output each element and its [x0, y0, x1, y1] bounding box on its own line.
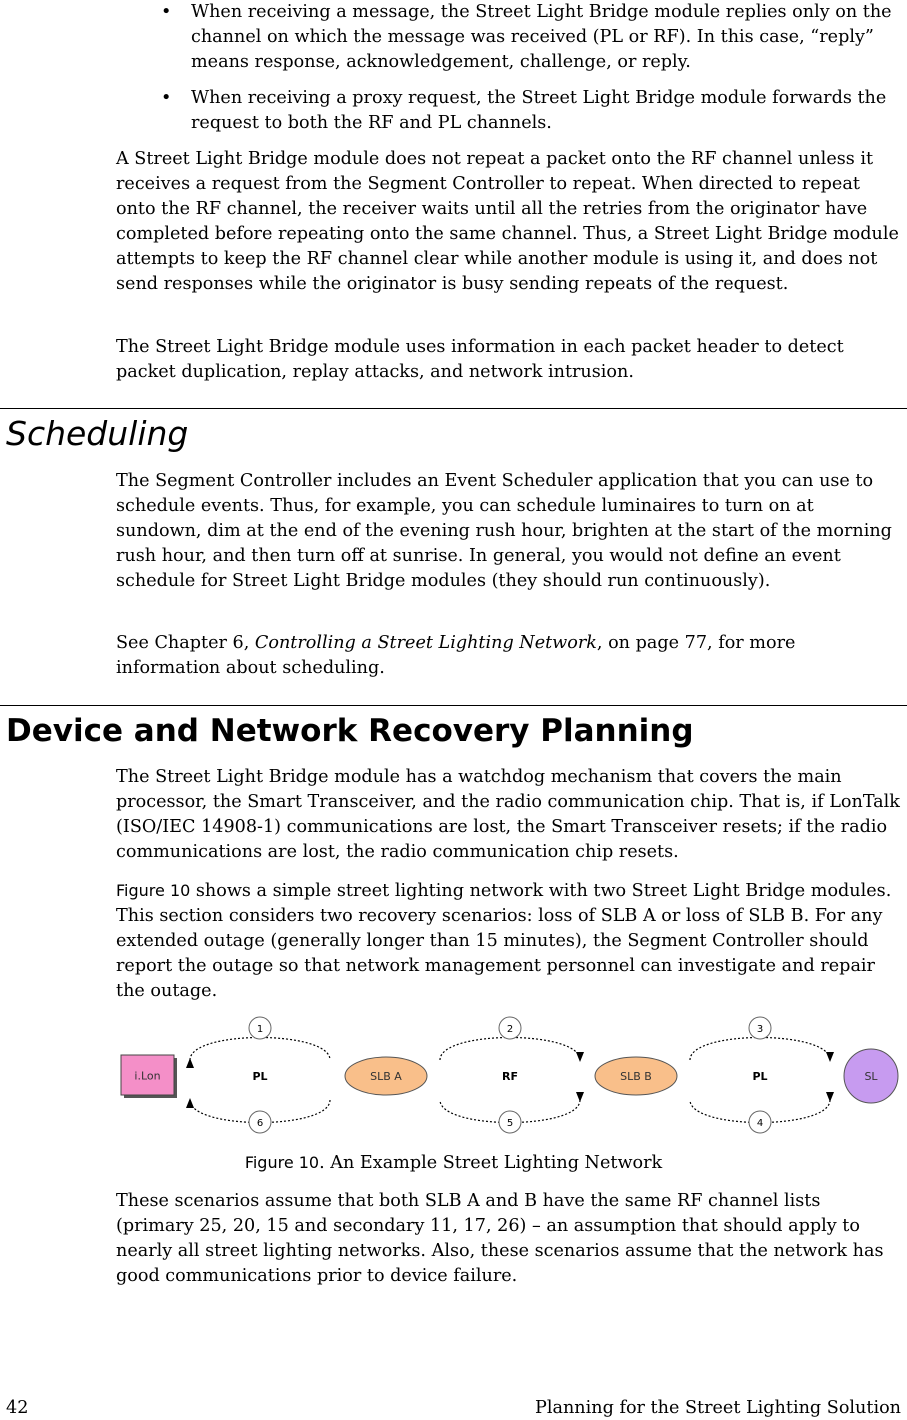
step-label: 3: [756, 1024, 764, 1035]
body-paragraph: The Street Light Bridge module has a watchdog mechanism that covers the main processor, the Smart Transceiver, and the radio communication chip. That is, if LonTalk (ISO/IEC 14908-1) communications are lost, the Smart Transceiver resets; if the radio communications are lost, the radio communication chip resets.: [116, 767, 900, 862]
figure-caption-text: . An Example Street Lighting Network: [319, 1153, 663, 1173]
chapter-title-footer: Planning for the Street Lighting Solution: [535, 1398, 901, 1418]
step-label: 4: [756, 1118, 764, 1129]
network-diagram: [0, 1010, 907, 1150]
body-paragraph: [116, 878, 903, 1004]
slb-b-node: [595, 1057, 677, 1095]
step-label: 5: [506, 1118, 514, 1129]
bullet-text: When receiving a message, the Street Light Bridge module replies only on the channel on which the message was received (PL or RF). In this case, “reply” means response, acknowledgement, challenge, or reply.: [191, 2, 892, 72]
bullet-dot: •: [161, 2, 172, 22]
rf-link: [440, 1038, 580, 1123]
body-paragraph: The Street Light Bridge module uses information in each packet header to detect packet duplication, replay attacks, and network intrusion.: [116, 337, 844, 382]
step-label: 1: [256, 1024, 264, 1035]
figure-caption-label: Figure 10: [244, 1153, 320, 1172]
chapter-link[interactable]: Controlling a Street Lighting Network: [254, 633, 597, 653]
rf-link-label: RF: [502, 1070, 518, 1083]
body-paragraph: These scenarios assume that both SLB A and B have the same RF channel lists (primary 25, 20, 15 and secondary 11, 17, 26) – an assumption that should apply to nearly all street lighting networks. Also, these scenarios assume that the network has good communications prior to device failure.: [116, 1191, 884, 1286]
step-label: 6: [256, 1118, 264, 1129]
section-divider: [0, 705, 907, 706]
body-paragraph: A Street Light Bridge module does not repeat a packet onto the RF channel unless it receives a request from the Segment Controller to repeat. When directed to repeat onto the RF channel, the receiver waits until all the retries from the originator have completed before repeating onto the same channel. Thus, a Street Light Bridge module attempts to keep the RF channel clear while another module is using it, and does not send responses while the originator is busy sending repeats of the request.: [116, 149, 899, 294]
body-paragraph: The Segment Controller includes an Event Scheduler application that you can use to schedule events. Thus, for example, you can schedule luminaires to turn on at sundown, dim at the end of the evening rush hour, brighten at the start of the morning rush hour, and then turn off at sunrise. In general, you would not define an event schedule for Street Light Bridge modules (they should run continuously).: [116, 471, 892, 591]
bullet-text: When receiving a proxy request, the Street Light Bridge module forwards the request to both the RF and PL channels.: [191, 88, 887, 133]
section-heading-scheduling: Scheduling: [6, 414, 189, 453]
sl-label: SL: [864, 1070, 878, 1083]
step-marker: [249, 1017, 271, 1039]
figure-caption: [0, 1151, 907, 1175]
ilon-label: i.Lon: [134, 1069, 161, 1083]
page-number: 42: [6, 1398, 29, 1418]
step-marker: [749, 1017, 771, 1039]
step-marker: [749, 1111, 771, 1133]
step-marker: [499, 1017, 521, 1039]
pl-link-right: [690, 1038, 830, 1123]
section-heading-recovery: Device and Network Recovery Planning: [6, 713, 694, 749]
slb-a-node: [345, 1057, 427, 1095]
slb-b-label: SLB B: [620, 1070, 652, 1083]
step-marker: [499, 1111, 521, 1133]
step-marker: [249, 1111, 271, 1133]
bullet-dot: •: [161, 88, 172, 108]
cross-reference-prefix: See Chapter 6,: [116, 633, 255, 653]
step-label: 2: [506, 1024, 514, 1035]
sl-node: [844, 1049, 898, 1103]
pl-link-label: PL: [752, 1070, 768, 1083]
ilon-node: [121, 1055, 177, 1098]
paragraph-text: shows a simple street lighting network with two Street Light Bridge modules. This section considers two recovery scenarios: loss of SLB A or loss of SLB B. For any extended outage (generally longer than 15 minutes), the Segment Controller should report the outage so that network management personnel can investigate and repair the outage.: [116, 881, 892, 1001]
section-divider: [0, 408, 907, 409]
slb-a-label: SLB A: [370, 1070, 402, 1083]
figure-reference-link[interactable]: Figure 10: [116, 881, 191, 900]
cross-reference-suffix: , on page 77, for more information about scheduling.: [116, 633, 796, 678]
cross-reference-paragraph: [116, 631, 903, 681]
pl-link-label: PL: [252, 1070, 268, 1083]
pl-link-left: [190, 1038, 330, 1123]
